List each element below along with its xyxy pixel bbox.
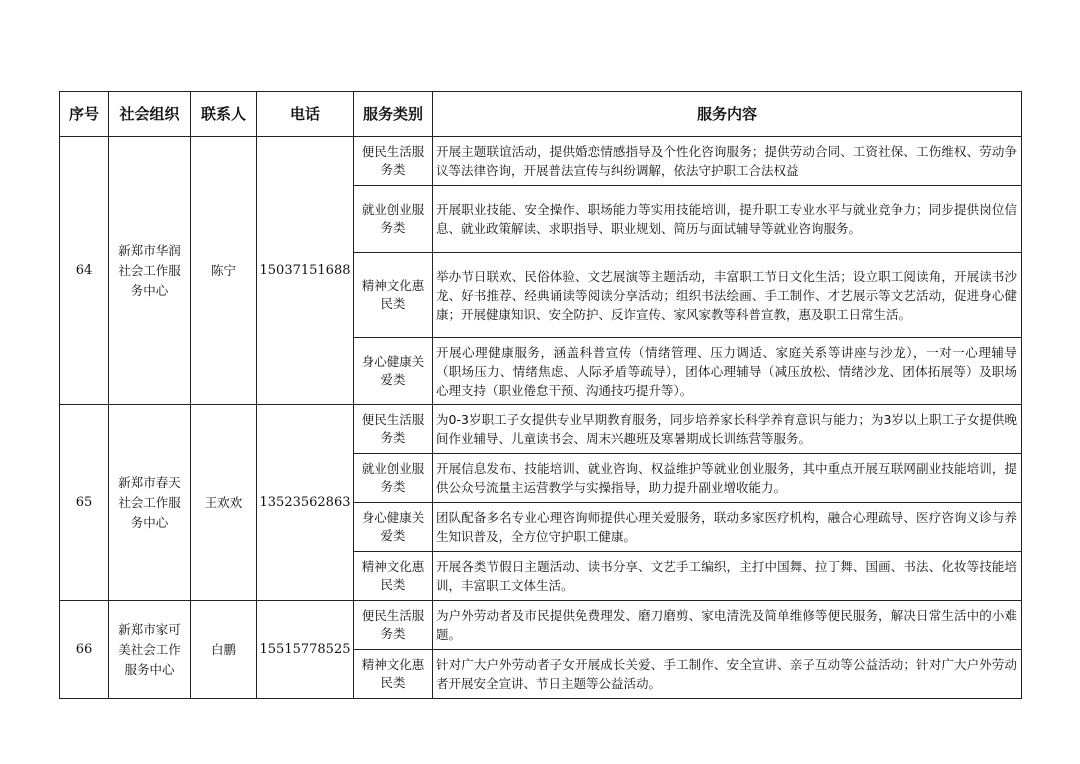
header-contact: 联系人 <box>191 92 257 137</box>
service-category: 便民生活服务类 <box>354 601 433 650</box>
service-category: 身心健康关爱类 <box>354 338 433 405</box>
header-phone: 电话 <box>257 92 354 137</box>
service-category: 就业创业服务类 <box>354 454 433 503</box>
service-content: 开展信息发布、技能培训、就业咨询、权益维护等就业创业服务，其中重点开展互联网副业技能培训，提供公众号流量主运营教学与实操指导，助力提升副业增收能力。 <box>433 454 1022 503</box>
org-name: 新郑市春天社会工作服务中心 <box>109 405 191 601</box>
table-row <box>60 405 1022 454</box>
service-category: 精神文化惠民类 <box>354 650 433 699</box>
header-category: 服务类别 <box>354 92 433 137</box>
service-content: 针对广大户外劳动者子女开展成长关爱、手工制作、安全宣讲、亲子互动等公益活动；针对广大户外劳动者开展安全宣讲、节日主题等公益活动。 <box>433 650 1022 699</box>
contact-name: 王欢欢 <box>191 405 257 601</box>
service-content: 开展心理健康服务，涵盖科普宣传（情绪管理、压力调适、家庭关系等讲座与沙龙），一对一心理辅导（职场压力、情绪焦虑、人际矛盾等疏导），团体心理辅导（减压放松、情绪沙龙、团体拓展等）及职场心理支持（职业倦怠干预、沟通技巧提升等）。 <box>433 338 1022 405</box>
org-name: 新郑市家可美社会工作服务中心 <box>109 601 191 699</box>
phone-number: 15515778525 <box>257 601 354 699</box>
table-header-row <box>60 92 1022 137</box>
service-category: 身心健康关爱类 <box>354 503 433 552</box>
contact-name: 白鹏 <box>191 601 257 699</box>
service-content: 为0-3岁职工子女提供专业早期教育服务，同步培养家长科学养育意识与能力；为3岁以上职工子女提供晚间作业辅导、儿童读书会、周末兴趣班及寒暑期成长训练营等服务。 <box>433 405 1022 454</box>
header-content: 服务内容 <box>433 92 1022 137</box>
table-row <box>60 137 1022 186</box>
service-content: 开展主题联谊活动，提供婚恋情感指导及个性化咨询服务；提供劳动合同、工资社保、工伤维权、劳动争议等法律咨询，开展普法宣传与纠纷调解，依法守护职工合法权益 <box>433 137 1022 186</box>
service-category: 便民生活服务类 <box>354 137 433 186</box>
phone-number: 15037151688 <box>257 137 354 405</box>
service-content: 举办节日联欢、民俗体验、文艺展演等主题活动，丰富职工节日文化生活；设立职工阅读角，开展读书沙龙、好书推荐、经典诵读等阅读分享活动；组织书法绘画、手工制作、才艺展示等文艺活动，促进身心健康；开展健康知识、安全防护、反诈宣传、家风家教等科普宣教，惠及职工日常生活。 <box>433 253 1022 338</box>
row-number: 66 <box>60 601 109 699</box>
service-category: 便民生活服务类 <box>354 405 433 454</box>
table-row <box>60 601 1022 650</box>
row-number: 64 <box>60 137 109 405</box>
service-category: 就业创业服务类 <box>354 186 433 253</box>
service-content: 开展各类节假日主题活动、读书分享、文艺手工编织，主打中国舞、拉丁舞、国画、书法、化妆等技能培训，丰富职工文体生活。 <box>433 552 1022 601</box>
service-category: 精神文化惠民类 <box>354 552 433 601</box>
phone-number: 13523562863 <box>257 405 354 601</box>
contact-name: 陈宁 <box>191 137 257 405</box>
service-content: 团队配备多名专业心理咨询师提供心理关爱服务，联动多家医疗机构，融合心理疏导、医疗咨询义诊与养生知识普及，全方位守护职工健康。 <box>433 503 1022 552</box>
service-content: 开展职业技能、安全操作、职场能力等实用技能培训，提升职工专业水平与就业竞争力；同步提供岗位信息、就业政策解读、求职指导、职业规划、简历与面试辅导等就业咨询服务。 <box>433 186 1022 253</box>
service-category: 精神文化惠民类 <box>354 253 433 338</box>
org-name: 新郑市华润社会工作服务中心 <box>109 137 191 405</box>
service-content: 为户外劳动者及市民提供免费理发、磨刀磨剪、家电清洗及简单维修等便民服务，解决日常生活中的小难题。 <box>433 601 1022 650</box>
header-no: 序号 <box>60 92 109 137</box>
row-number: 65 <box>60 405 109 601</box>
service-table <box>59 91 1022 699</box>
header-org: 社会组织 <box>109 92 191 137</box>
